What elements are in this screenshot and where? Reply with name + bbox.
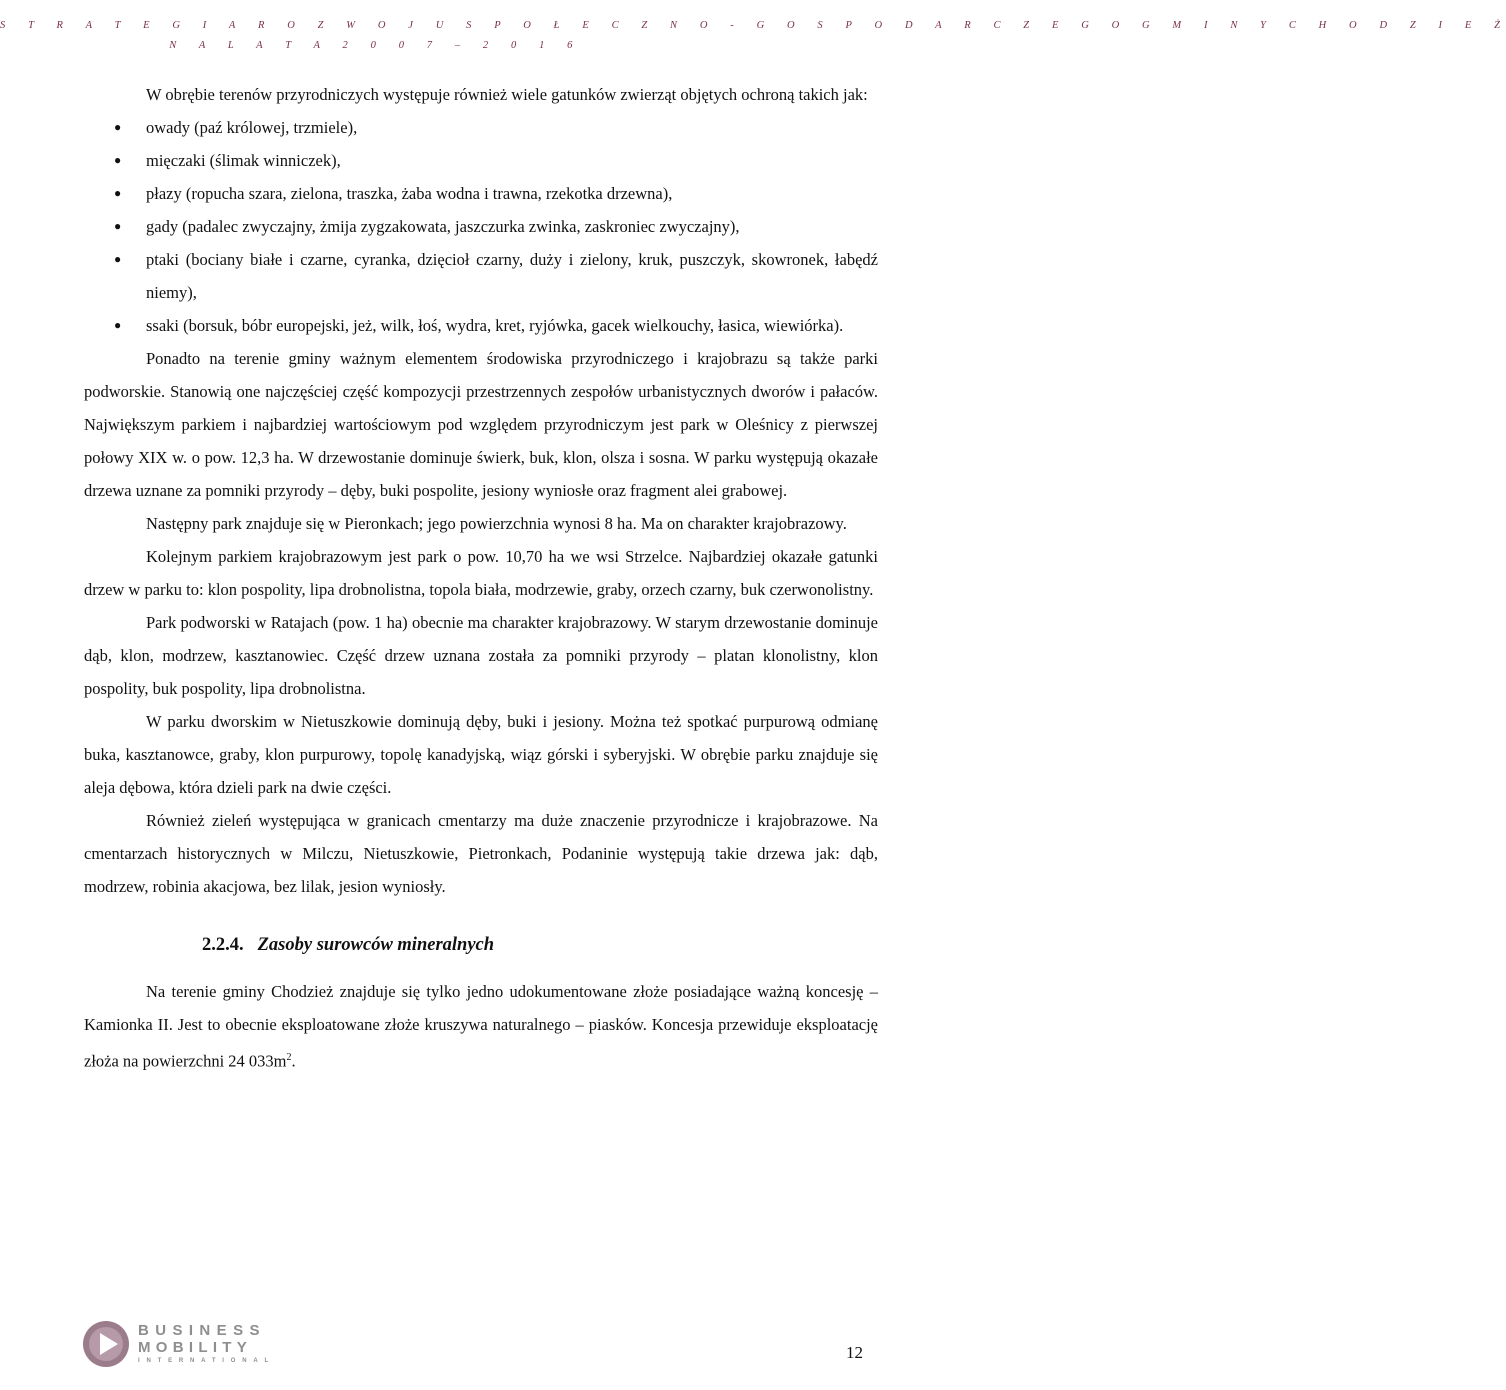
business-mobility-logo (82, 1318, 322, 1374)
section-number: 2.2.4. (202, 935, 244, 955)
bullet-icon: ● (114, 186, 122, 200)
header-title: S T R A T E G I A R O Z W O J U S P O Ł E C Z N O - G O S P O D A R C Z E G O G M I N Y C H O D Z I E Ż (0, 20, 1506, 31)
section-title: Zasoby surowców mineralnych (257, 935, 495, 955)
document-body (84, 78, 878, 1078)
rataje-paragraph: Park podworski w Ratajach (pow. 1 ha) obecnie ma charakter krajobrazowy. W starym drzewostanie dominuje dąb, klon, modrzew, kasztanowiec. Część drzew uznana została za pomniki przyrody – platan klonolistny, klon pospolity, buk pospolity, lipa drobnolistna. (84, 613, 878, 698)
bullet-icon: ● (114, 153, 122, 167)
superscript: 2 (286, 1052, 292, 1063)
parks-paragraph: Ponadto na terenie gminy ważnym elementem środowiska przyrodniczego i krajobrazu są także parki podworskie. Stanowią one najczęściej część kompozycji przestrzennych zespołów urbanistycznych dworów i pałaców. Największym parkiem i najbardziej wartościowym pod względem przyrodniczym jest park w Oleśnicy z pierwszej połowy XIX w. o pow. 12,3 ha. W drzewostanie dominuje świerk, buk, klon, olsza i sosna. W parku występują okazałe drzewa uznane za pomniki przyrody – dęby, buki pospolite, jesiony wyniosłe oraz fragment alei grabowej. (84, 349, 878, 500)
header-years: N A L A T A 2 0 0 7 – 2 0 1 6 (169, 40, 578, 51)
minerals-paragraph: Na terenie gminy Chodzież znajduje się tylko jedno udokumentowane złoże posiadające ważną koncesję – Kamionka II. Jest to obecnie eksploatowane złoże kruszywa naturalnego – piasków. Koncesja przewiduje eksploatację złoża na powierzchni 24 $033m^2$. (84, 982, 878, 1071)
list-item: ● ptaki (bociany białe i czarne, cyranka, dzięcioł czarny, duży i zielony, kruk, puszczyk, skowronek, łabędź niemy), (84, 243, 878, 309)
section-heading (84, 930, 878, 960)
bullet-icon: ● (114, 318, 122, 332)
list-item: ● gady (padalec zwyczajny, żmija zygzakowata, jaszczurka zwinka, zaskroniec zwyczajny), (84, 210, 878, 243)
strzelce-paragraph: Kolejnym parkiem krajobrazowym jest park o pow. 10,70 ha we wsi Strzelce. Najbardziej okazałe gatunki drzew w parku to: klon pospolity, lipa drobnolistna, topola biała, modrzewie, graby, orzech czarny, buk czerwonolistny. (84, 547, 878, 599)
bullet-icon: ● (114, 252, 122, 266)
bullet-icon: ● (114, 120, 122, 134)
list-item: ● płazy (ropucha szara, zielona, traszka, żaba wodna i trawna, rzekotka drzewna), (84, 177, 878, 210)
cemeteries-paragraph: Również zieleń występująca w granicach cmentarzy ma duże znaczenie przyrodnicze i krajobrazowe. Na cmentarzach historycznych w Milczu, Nietuszkowie, Pietronkach, Podaninie występują takie drzewa jak: dąb, modrzew, robinia akacjowa, bez lilak, jesion wyniosły. (84, 811, 878, 896)
nietuszkowo-paragraph: W parku dworskim w Nietuszkowie dominują dęby, buki i jesiony. Można też spotkać purpurową odmianę buka, kasztanowce, graby, klon purpurowy, topolę kanadyjską, wiąz górski i syberyjski. W obrębie parku znajduje się aleja dębowa, która dzieli park na dwie części. (84, 712, 878, 797)
list-item: ● mięczaki (ślimak winniczek), (84, 144, 878, 177)
protected-species-list (84, 111, 878, 342)
running-header (0, 16, 1506, 56)
list-item: ● owady (paź królowej, trzmiele), (84, 111, 878, 144)
list-item: ● ssaki (borsuk, bóbr europejski, jeż, wilk, łoś, wydra, kret, ryjówka, gacek wielkouchy, łasica, wiewiórka). (84, 309, 878, 342)
logo-play-icon (82, 1320, 130, 1368)
logo-wordmark: BUSINESS MOBILITY INTERNATIONAL (138, 1322, 275, 1364)
intro-paragraph: W obrębie terenów przyrodniczych występuje również wiele gatunków zwierząt objętych ochroną takich jak: (146, 85, 868, 104)
pieronki-paragraph: Następny park znajduje się w Pieronkach; jego powierzchnia wynosi 8 ha. Ma on charakter krajobrazowy. (146, 514, 847, 533)
page-number: 12 (846, 1343, 863, 1362)
bullet-icon: ● (114, 219, 122, 233)
